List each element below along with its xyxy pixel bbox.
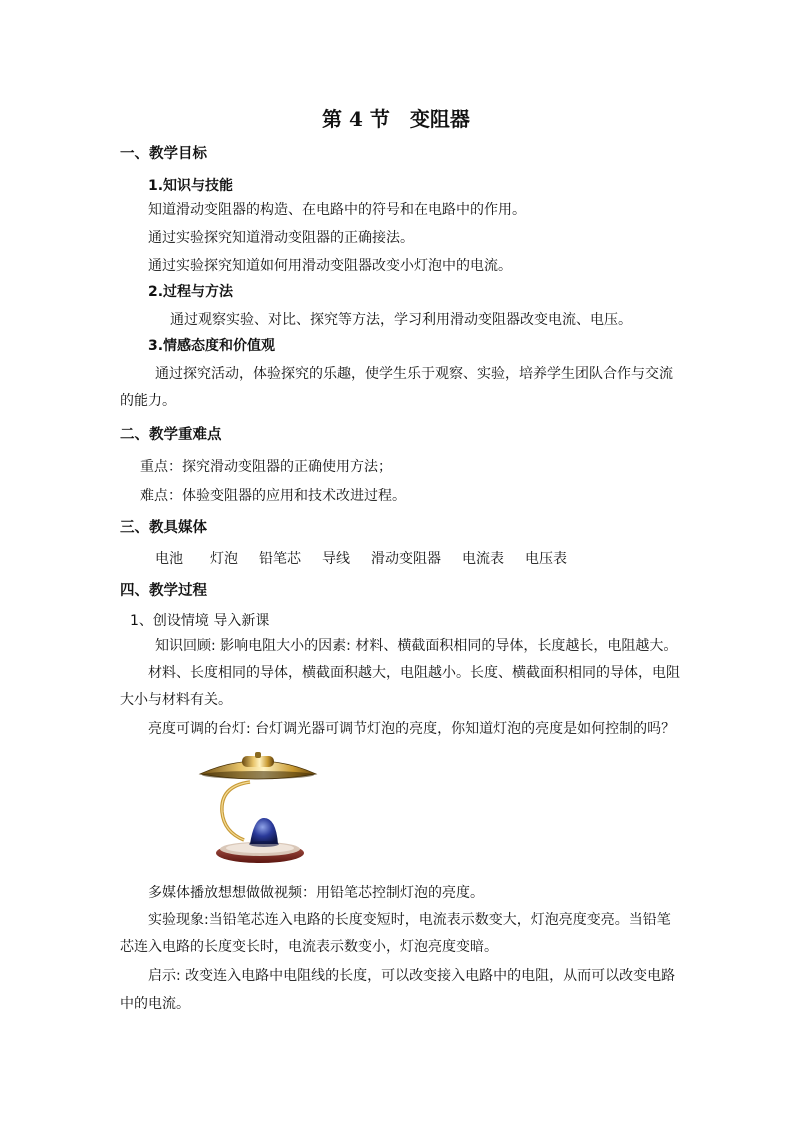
paragraph: 知道滑动变阻器的构造、在电路中的符号和在电路中的作用。 [148, 202, 526, 218]
subheading-process-methods: 2.过程与方法 [148, 284, 234, 300]
media-list [0, 550, 794, 568]
paragraph: 芯连入电路的长度变长时，电流表示数变小，灯泡亮度变暗。 [120, 939, 498, 955]
paragraph: 多媒体播放想想做做视频：用铅笔芯控制灯泡的亮度。 [148, 885, 484, 901]
media-item: 电池 [155, 551, 183, 567]
paragraph: 材料、长度相同的导体，横截面积越大，电阻越小。长度、横截面积相同的导体，电阻 [148, 665, 680, 681]
page-title: 第 4 节 变阻器 [322, 107, 470, 131]
paragraph: 重点：探究滑动变阻器的正确使用方法； [140, 459, 392, 475]
paragraph: 的能力。 [120, 393, 176, 409]
media-item: 铅笔芯 [259, 551, 301, 567]
media-item: 滑动变阻器 [371, 551, 441, 567]
media-item: 电流表 [462, 551, 504, 567]
paragraph: 知识回顾: 影响电阻大小的因素: 材料、横截面积相同的导体，长度越长，电阻越大。 [155, 638, 678, 654]
paragraph: 启示: 改变连入电路中电阻线的长度，可以改变接入电路中的电阻，从而可以改变电路 [148, 968, 676, 984]
paragraph: 通过实验探究知道滑动变阻器的正确接法。 [148, 230, 414, 246]
section-heading-key-points: 二、教学重难点 [120, 427, 222, 443]
step-heading: 1、创设情境 导入新课 [130, 613, 270, 629]
paragraph: 中的电流。 [120, 996, 190, 1012]
paragraph: 通过实验探究知道如何用滑动变阻器改变小灯泡中的电流。 [148, 258, 512, 274]
paragraph: 大小与材料有关。 [120, 692, 232, 708]
section-heading-objectives: 一、教学目标 [120, 146, 207, 162]
section-heading-media: 三、教具媒体 [120, 520, 207, 536]
media-item: 灯泡 [210, 551, 238, 567]
media-item: 导线 [322, 551, 350, 567]
paragraph: 亮度可调的台灯: 台灯调光器可调节灯泡的亮度，你知道灯泡的亮度是如何控制的吗？ [148, 721, 676, 737]
paragraph: 通过观察实验、对比、探究等方法，学习利用滑动变阻器改变电流、电压。 [170, 312, 632, 328]
paragraph: 通过探究活动，体验探究的乐趣，使学生乐于观察、实验，培养学生团队合作与交流 [155, 366, 673, 382]
paragraph: 实验现象:当铅笔芯连入电路的长度变短时，电流表示数变大，灯泡亮度变亮。当铅笔 [148, 912, 671, 928]
subheading-knowledge-skills: 1.知识与技能 [148, 178, 234, 194]
paragraph: 难点：体验变阻器的应用和技术改进过程。 [140, 488, 406, 504]
media-item: 电压表 [525, 551, 567, 567]
subheading-attitudes-values: 3.情感态度和价值观 [148, 338, 276, 354]
desk-lamp-image [198, 752, 318, 868]
section-heading-process: 四、教学过程 [120, 583, 207, 599]
